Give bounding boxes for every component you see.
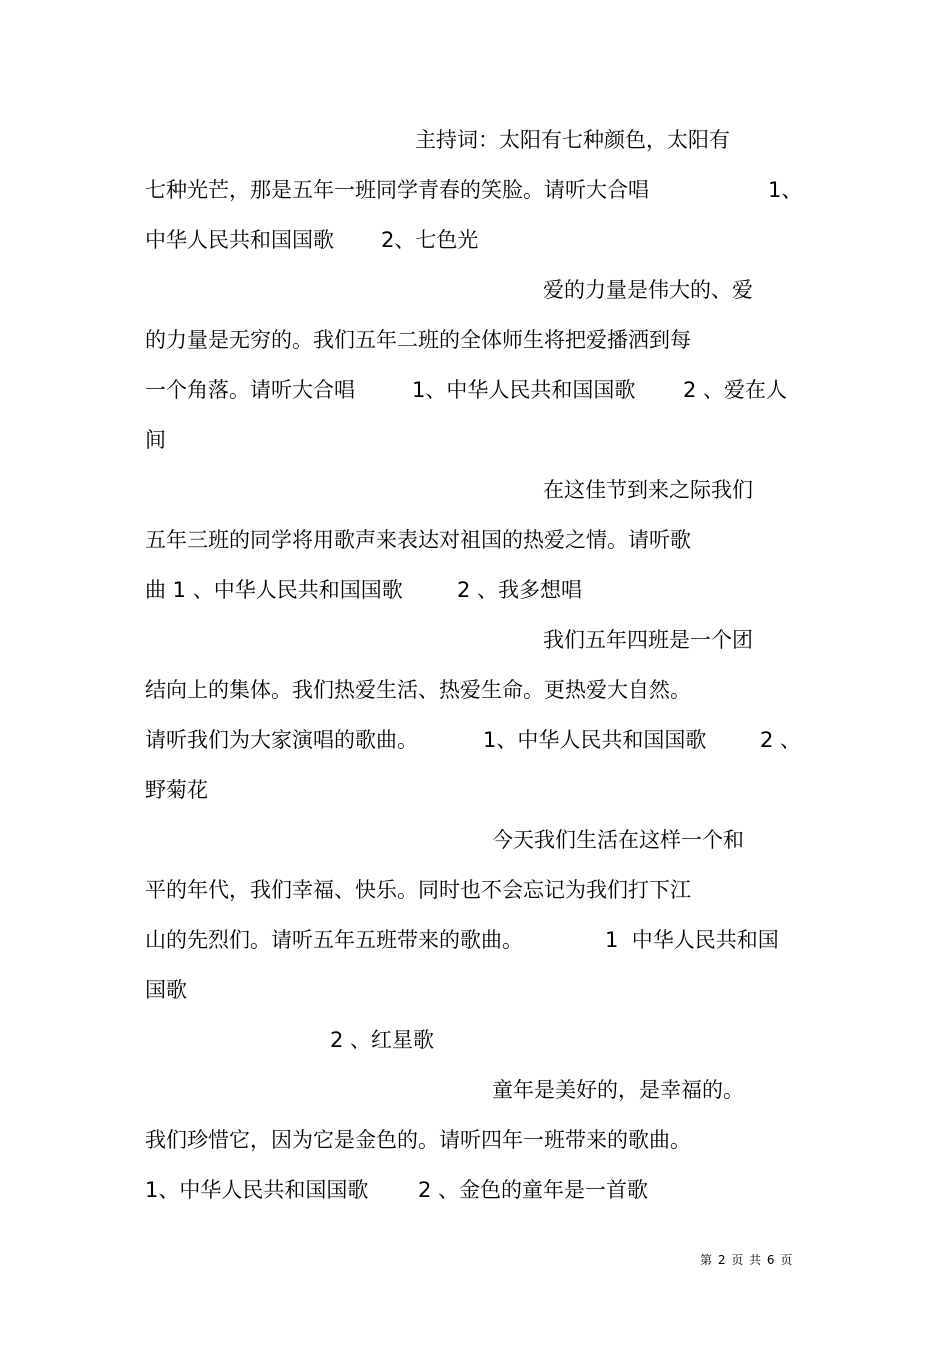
text-line: 一个角落。请听大合唱 — [145, 378, 355, 402]
text-line: 曲 1 、中华人民共和国国歌 — [145, 578, 403, 602]
text-line: 七种光芒，那是五年一班同学青春的笑脸。请听大合唱 — [145, 178, 649, 202]
text-line: 1、中华人民共和国国歌 — [483, 728, 707, 752]
text-line: 2 、我多想唱 — [457, 578, 583, 602]
text-line: 主持词：太阳有七种颜色，太阳有 — [415, 128, 730, 152]
text-line: 1、中华人民共和国国歌 — [412, 378, 636, 402]
page-number-footer: 第 2 页 共 6 页 — [700, 1253, 794, 1267]
text-line: 的力量是无穷的。我们五年二班的全体师生将把爱播洒到每 — [145, 328, 691, 352]
text-line: 在这佳节到来之际我们 — [543, 478, 753, 502]
text-line: 爱的力量是伟大的、爱 — [543, 278, 753, 302]
text-line: 2、七色光 — [381, 228, 479, 252]
text-line: 平的年代，我们幸福、快乐。同时也不会忘记为我们打下江 — [145, 878, 691, 902]
text-line: 国歌 — [145, 978, 187, 1002]
text-line: 2 、金色的童年是一首歌 — [418, 1178, 649, 1202]
text-line: 2 、 — [760, 728, 802, 752]
text-line: 今天我们生活在这样一个和 — [492, 828, 744, 852]
text-line: 2 、红星歌 — [330, 1028, 435, 1052]
text-line: 野菊花 — [145, 778, 208, 802]
text-line: 山的先烈们。请听五年五班带来的歌曲。 — [145, 928, 523, 952]
text-line: 我们珍惜它，因为它是金色的。请听四年一班带来的歌曲。 — [145, 1128, 691, 1152]
text-line: 五年三班的同学将用歌声来表达对祖国的热爱之情。请听歌 — [145, 528, 691, 552]
text-line: 结向上的集体。我们热爱生活、热爱生命。更热爱大自然。 — [145, 678, 691, 702]
text-line: 2 、爱在人 — [683, 378, 788, 402]
text-line: 童年是美好的，是幸福的。 — [492, 1078, 744, 1102]
text-line: 1 中华人民共和国 — [605, 928, 779, 952]
text-line: 间 — [145, 428, 166, 452]
text-line: 我们五年四班是一个团 — [543, 628, 753, 652]
text-line: 中华人民共和国国歌 — [145, 228, 334, 252]
text-line: 1、中华人民共和国国歌 — [145, 1178, 369, 1202]
text-line: 1、 — [768, 178, 803, 202]
text-line: 请听我们为大家演唱的歌曲。 — [145, 728, 418, 752]
